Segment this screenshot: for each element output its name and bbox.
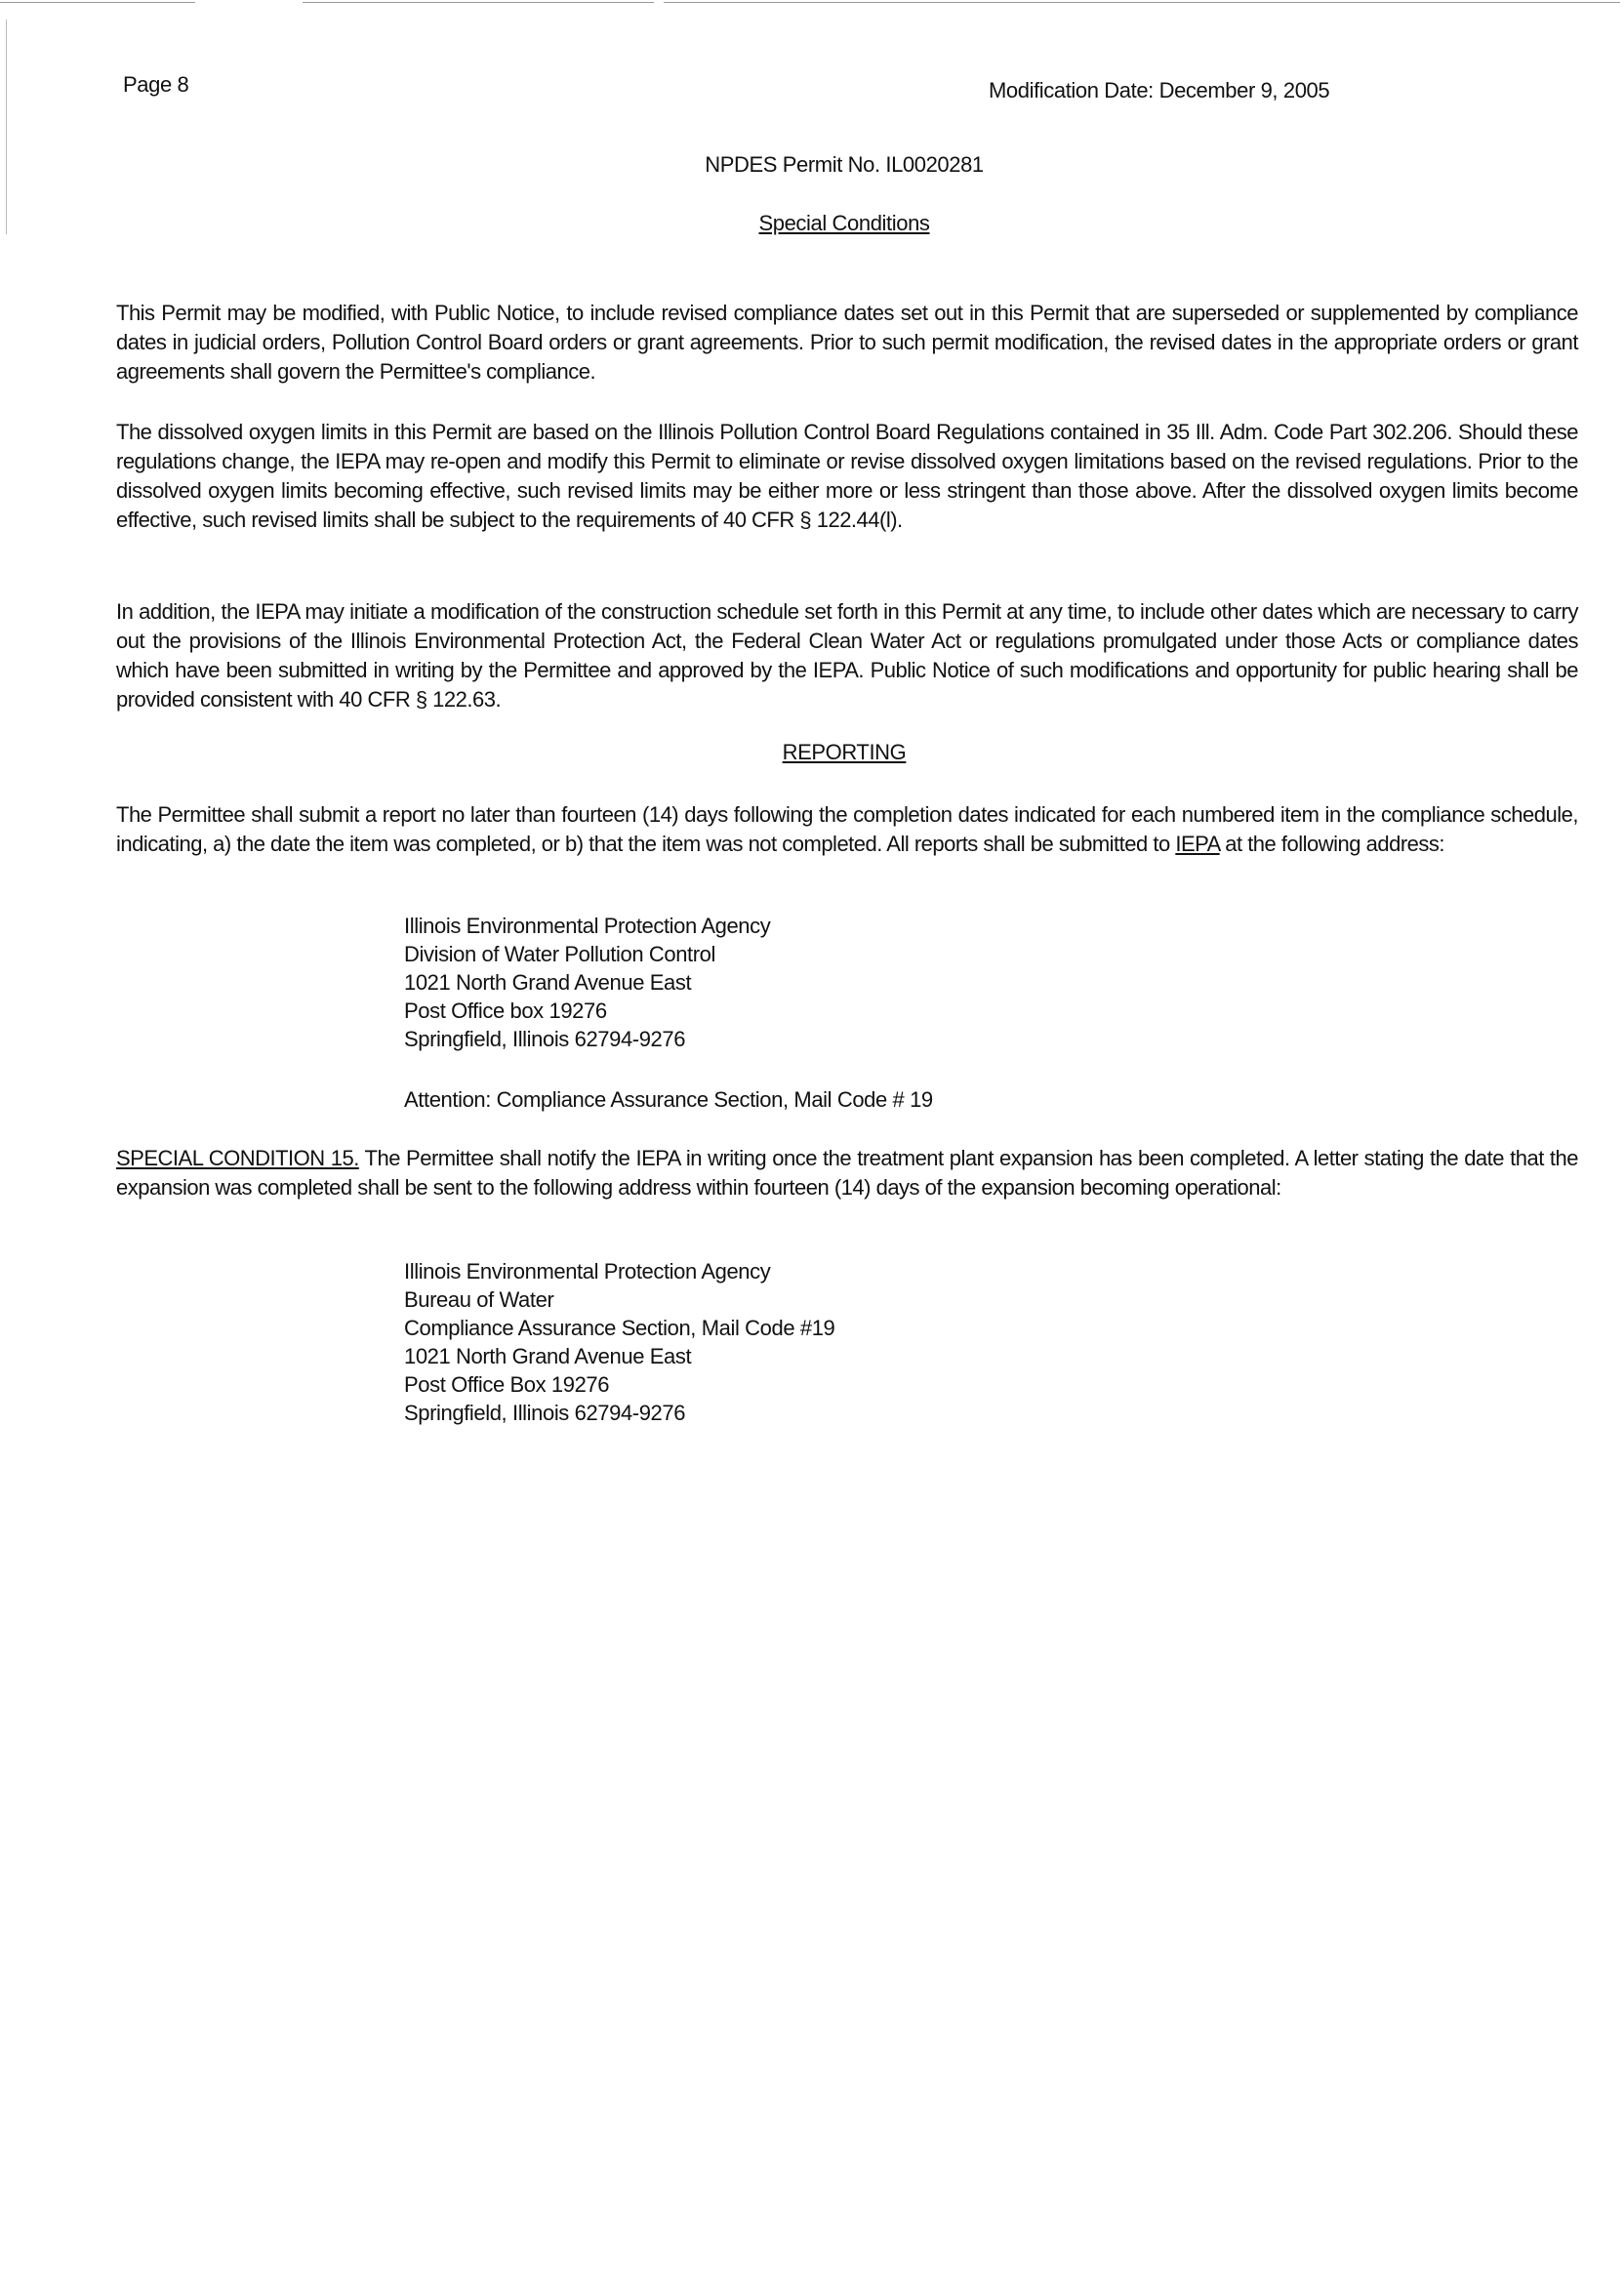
- permit-number: NPDES Permit No. IL0020281: [705, 152, 984, 177]
- address-line: 1021 North Grand Avenue East: [404, 1344, 692, 1368]
- modification-date: Modification Date: December 9, 2005: [989, 78, 1330, 102]
- scan-edge-line: [0, 2, 195, 3]
- expansion-notice-address: [404, 1257, 834, 1427]
- address-line: Springfield, Illinois 62794-9276: [404, 1027, 686, 1051]
- reporting-address: [404, 912, 770, 1053]
- special-condition-15: [116, 1144, 1578, 1202]
- iepa-link[interactable]: IEPA: [1175, 832, 1220, 856]
- special-condition-text: The Permittee shall notify the IEPA in writing once the treatment plant expansion has been completed. A letter stating the date that the expansion was completed shall be sent to the following address within fourteen (14) days of the expansion becoming operational:: [116, 1146, 1578, 1200]
- paragraph-modification: This Permit may be modified, with Public Notice, to include revised compliance dates set out in this Permit that are superseded or supplemented by compliance dates in judicial orders, Pollution Control Board orders or grant agreements. Prior to such permit modification, the revised dates in the appropriate orders or grant agreements shall govern the Permittee's compliance.: [116, 301, 1578, 384]
- scan-edge-line: [664, 2, 1620, 3]
- address-line: Springfield, Illinois 62794-9276: [404, 1401, 686, 1425]
- special-condition-label: SPECIAL CONDITION 15.: [116, 1146, 359, 1170]
- address-line: Bureau of Water: [404, 1287, 554, 1312]
- scan-margin-mark: [6, 20, 7, 234]
- reporting-heading: REPORTING: [782, 740, 907, 764]
- address-line: Compliance Assurance Section, Mail Code #19: [404, 1316, 835, 1340]
- section-title: Special Conditions: [758, 211, 930, 235]
- address-line: Post Office box 19276: [404, 998, 607, 1023]
- reporting-text: The Permittee shall submit a report no later than fourteen (14) days following the completion dates indicated for each numbered item in the compliance schedule, indicating, a) the date the item was completed, or b) that the item was not completed. All reports shall be submitted to: [116, 802, 1578, 856]
- address-line: 1021 North Grand Avenue East: [404, 970, 692, 995]
- reporting-paragraph: [116, 800, 1578, 859]
- page-number: Page 8: [123, 72, 189, 97]
- reporting-text-end: at the following address:: [1219, 832, 1444, 856]
- address-line: Post Office Box 19276: [404, 1372, 610, 1397]
- scan-edge-line: [303, 2, 654, 3]
- paragraph-construction-schedule: In addition, the IEPA may initiate a modification of the construction schedule set forth in this Permit at any time, to include other dates which are necessary to carry out the provisions of the Illinois Environmental Protection Act, the Federal Clean Water Act or regulations promulgated under those Acts or compliance dates which have been submitted in writing by the Permittee and approved by the IEPA. Public Notice of such modifications and opportunity for public hearing shall be provided consistent with 40 CFR § 122.63.: [116, 599, 1578, 712]
- address-line: Illinois Environmental Protection Agency: [404, 914, 771, 938]
- address-line: Illinois Environmental Protection Agency: [404, 1259, 771, 1284]
- attention-line: Attention: Compliance Assurance Section, Mail Code # 19: [404, 1087, 933, 1112]
- address-line: Division of Water Pollution Control: [404, 942, 715, 966]
- paragraph-dissolved-oxygen: The dissolved oxygen limits in this Permit are based on the Illinois Pollution Control Board Regulations contained in 35 Ill. Adm. Code Part 302.206. Should these regulations change, the IEPA may re-open and modify this Permit to eliminate or revise dissolved oxygen limitations based on the revised regulations. Prior to the dissolved oxygen limits becoming effective, such revised limits may be either more or less stringent than those above. After the dissolved oxygen limits become effective, such revised limits shall be subject to the requirements of 40 CFR § 122.44(l).: [116, 420, 1578, 532]
